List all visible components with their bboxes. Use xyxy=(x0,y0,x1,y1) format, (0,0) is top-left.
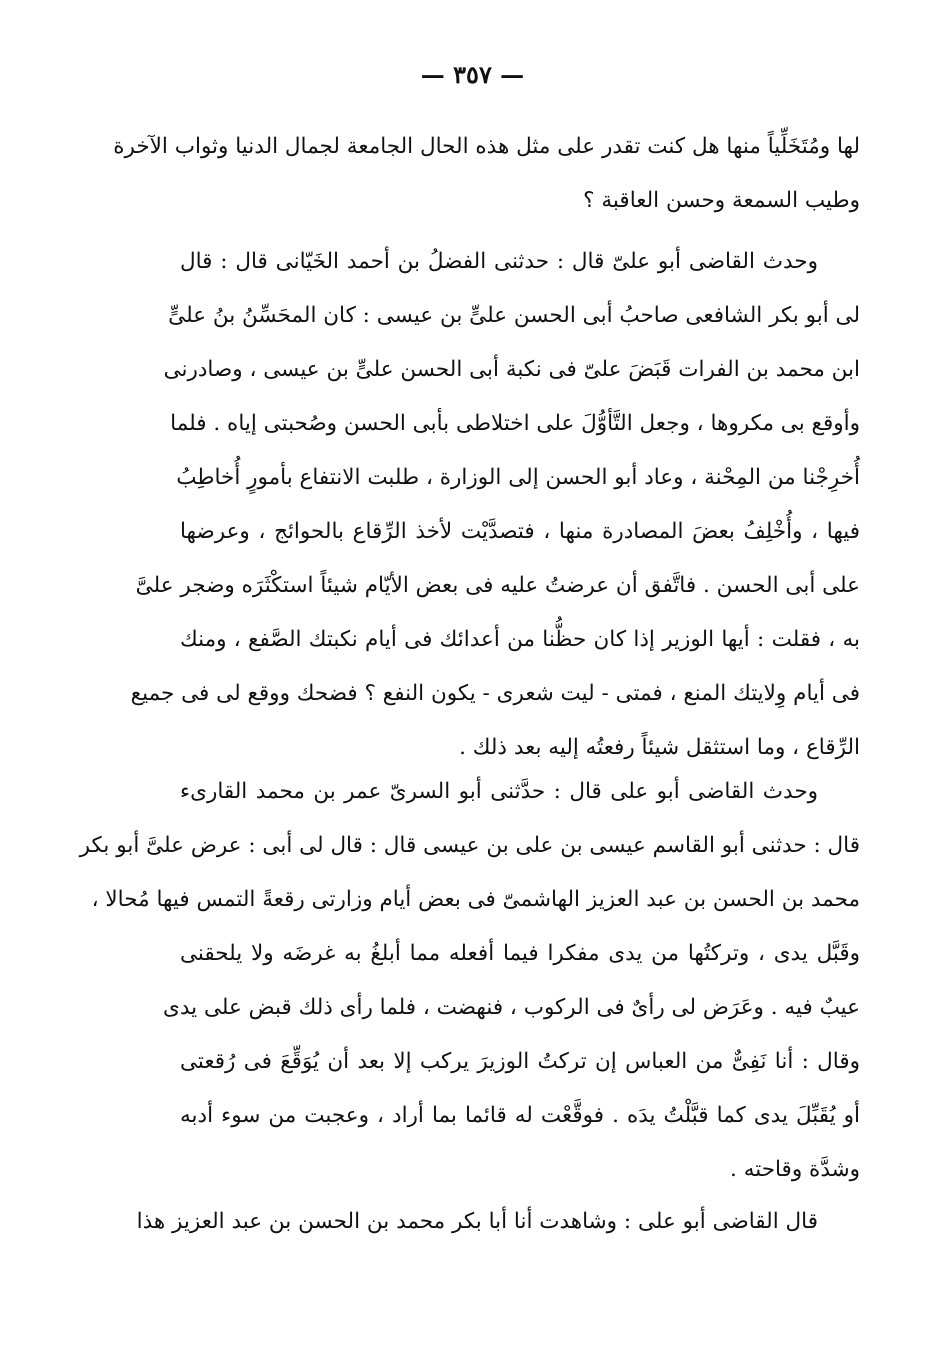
text-line: الرِّقاع ، وما استثقل شيئاً رفعتُه إليه بعد ذلك . xyxy=(459,735,860,760)
text-line: وشدَّة وقاحته . xyxy=(730,1157,860,1182)
text-line: أو يُقَبِّلَ يدى كما قبَّلْتُ يدَه . فوقَّعْت له قائما بما أراد ، وعجبت من سوء أدبه xyxy=(180,1103,860,1128)
text-line: فى أيام وِلايتك المنع ، فمتى - ليت شعرى - يكون النفع ؟ فضحك ووقع لى فى جميع xyxy=(130,681,860,706)
text-line: وحدث القاضى أبو علىّ قال : حدثنى الفضلُ بن أحمد الخَيّانى قال : قال xyxy=(180,249,818,274)
paragraph-3 xyxy=(79,765,860,1197)
text-line: وأوقع بى مكروها ، وجعل التَّأوُّلَ على اختلاطى بأبى الحسن وصُحبتى إياه . فلما xyxy=(170,411,860,436)
text-line: على أبى الحسن . فاتَّفق أن عرضتُ عليه فى بعض الأيّام شيئاً استكْثَرَه وضجر علىَّ xyxy=(135,573,860,598)
paragraph-2 xyxy=(130,235,860,775)
text-line: ابن محمد بن الفرات قَبَضَ علىّ فى نكبة أبى الحسن علىٍّ بن عيسى ، وصادرنى xyxy=(163,357,860,382)
text-line: وقَبَّل يدى ، وتركتُها من يدى مفكرا فيما أفعله مما أبلغُ به غرضَه ولا يلحقنى xyxy=(180,941,860,966)
page-number: — ٣٥٧ — xyxy=(420,60,525,89)
text-line: به ، فقلت : أيها الوزير إذا كان حظُّنا من أعدائك فى أيام نكبتك الصَّفع ، ومنك xyxy=(180,627,860,652)
paragraph-1 xyxy=(113,120,860,228)
text-line: قال القاضى أبو على : وشاهدت أنا أبا بكر محمد بن الحسن بن عبد العزيز هذا xyxy=(136,1209,818,1234)
text-line: وحدث القاضى أبو على قال : حدَّثنى أبو السرىّ عمر بن محمد القارىء xyxy=(180,779,818,804)
text-line: قال : حدثنى أبو القاسم عيسى بن على بن عيسى قال : قال لى أبى : عرض علىَّ أبو بكر xyxy=(79,833,860,858)
text-line: فيها ، وأُخْلِفُ بعضَ المصادرة منها ، فتصدَّيْت لأخذ الرِّقاع بالحوائج ، وعرضها xyxy=(180,519,860,544)
text-line: محمد بن الحسن بن عبد العزيز الهاشمىّ فى بعض أيام وزارتى رقعةً التمس فيها مُحالا ، xyxy=(91,887,860,912)
text-line: لها ومُتَخَلِّياً منها هل كنت تقدر على مثل هذه الحال الجامعة لجمال الدنيا وثواب الآخرة xyxy=(113,134,860,159)
text-line: لى أبو بكر الشافعى صاحبُ أبى الحسن علىٍّ بن عيسى : كان المحَسِّنُ بنُ علىٍّ xyxy=(168,303,860,328)
text-line: أُخرِجْنا من المِحْنة ، وعاد أبو الحسن إلى الوزارة ، طلبت الانتفاع بأمورٍ أُخاطِبُ xyxy=(176,465,860,490)
paragraph-4 xyxy=(136,1195,860,1249)
text-line: وطيب السمعة وحسن العاقبة ؟ xyxy=(583,188,860,213)
text-line: وقال : أنا نَفِىٌّ من العباس إن تركتُ الوزيرَ يركب إلا بعد أن يُوَقِّعَ فى رُقعتى xyxy=(180,1049,860,1074)
text-line: عيبٌ فيه . وعَرَض لى رأىٌ فى الركوب ، فنهضت ، فلما رأى ذلك قبض على يدى xyxy=(163,995,860,1020)
